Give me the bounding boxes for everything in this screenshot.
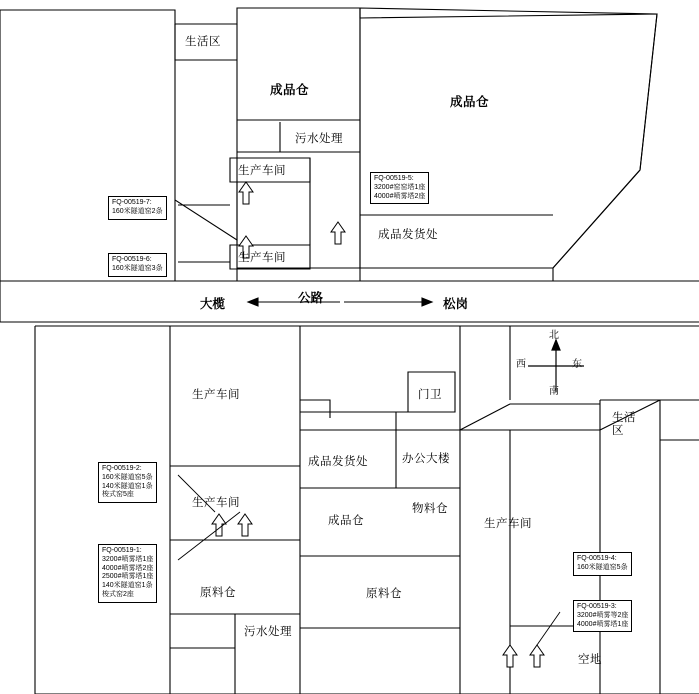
road-label-center: 公路	[298, 291, 324, 305]
callout-line: 2500#喷雾塔1座	[102, 573, 154, 581]
callout-line: 梭式窑5座	[102, 491, 134, 499]
callout-line: FQ-00519-2:	[102, 465, 142, 472]
callout-fq-00519-2	[98, 462, 157, 503]
zone-label-top-4: 生产车间	[238, 165, 286, 177]
callout-line: 140米隧道窑1条	[102, 582, 153, 589]
kiln-arrow-top-3	[331, 222, 345, 244]
road-label-left: 大榄	[200, 297, 226, 311]
callout-line: 4000#喷雾塔2座	[102, 564, 154, 572]
zone-label-bottom-0: 生产车间	[192, 389, 240, 401]
callout-fq-00519-7	[108, 196, 167, 220]
callout-line: FQ-00519-5:	[374, 175, 414, 182]
zone-label-bottom-6: 原料仓	[366, 588, 402, 600]
callout-line: 160米隧道窑5条	[102, 473, 153, 481]
compass-label-east: 东	[572, 359, 582, 370]
kiln-arrow-bottom-3	[503, 645, 517, 667]
zone-label-bottom-12: 生活区	[612, 412, 636, 438]
zone-label-top-2: 成品仓	[450, 95, 490, 109]
zone-label-top-1: 成品仓	[270, 83, 310, 97]
callout-line: FQ-00519-3:	[577, 603, 617, 610]
zone-label-top-5: 生产车间	[238, 252, 286, 264]
callout-line: 梭式窑2座	[102, 590, 134, 598]
callout-fq-00519-3	[573, 600, 632, 632]
callout-fq-00519-4	[573, 552, 632, 576]
callout-line: 4000#喷雾塔2座	[374, 192, 426, 200]
zone-label-bottom-8: 办公大楼	[402, 453, 450, 465]
zone-label-bottom-10: 生产车间	[484, 518, 532, 530]
kiln-arrow-top-1	[239, 182, 253, 204]
callout-line: 3200#喷雾塔1座	[102, 555, 154, 563]
kiln-arrow-bottom-4	[530, 645, 544, 667]
callout-leader-lines	[178, 205, 630, 645]
callout-line: 3200#喷雾等2座	[577, 611, 629, 619]
callout-line: 160米隧道窑3条	[112, 264, 163, 272]
zone-label-bottom-4: 成品发货处	[308, 456, 368, 468]
callout-line: 160米隧道窑5条	[577, 563, 628, 571]
zone-label-bottom-9: 物料仓	[412, 503, 448, 515]
compass-label-south: 南	[549, 386, 559, 397]
zone-label-bottom-7: 门卫	[418, 389, 442, 401]
zone-label-bottom-11: 空地	[578, 654, 602, 666]
zone-label-bottom-2: 原料仓	[200, 587, 236, 599]
zone-label-bottom-1: 生产车间	[192, 497, 240, 509]
callout-line: FQ-00519-4:	[577, 555, 617, 562]
zone-label-bottom-3: 污水处理	[244, 626, 292, 638]
callout-fq-00519-1	[98, 544, 157, 603]
callout-fq-00519-6	[108, 253, 167, 277]
zone-label-top-3: 污水处理	[295, 133, 343, 145]
road-label-right: 松岗	[443, 297, 469, 311]
callout-line: 140米隧道窑1条	[102, 482, 153, 490]
callout-line: FQ-00519-6:	[112, 256, 152, 263]
callout-line: 160米隧道窑2条	[112, 207, 163, 215]
callout-line: FQ-00519-1:	[102, 547, 142, 554]
kiln-arrow-bottom-2	[238, 514, 252, 536]
zone-label-bottom-5: 成品仓	[328, 515, 364, 527]
callout-fq-00519-5	[370, 172, 429, 204]
callout-line: 3200#窑窑塔1座	[374, 183, 426, 191]
callout-line: FQ-00519-7:	[112, 199, 152, 206]
compass-label-west: 西	[516, 359, 526, 370]
zone-label-top-6: 成品发货处	[378, 229, 438, 241]
callout-line: 4000#喷雾塔1座	[577, 620, 629, 628]
compass-label-north: 北	[549, 330, 559, 341]
zone-label-top-0: 生活区	[185, 36, 221, 48]
